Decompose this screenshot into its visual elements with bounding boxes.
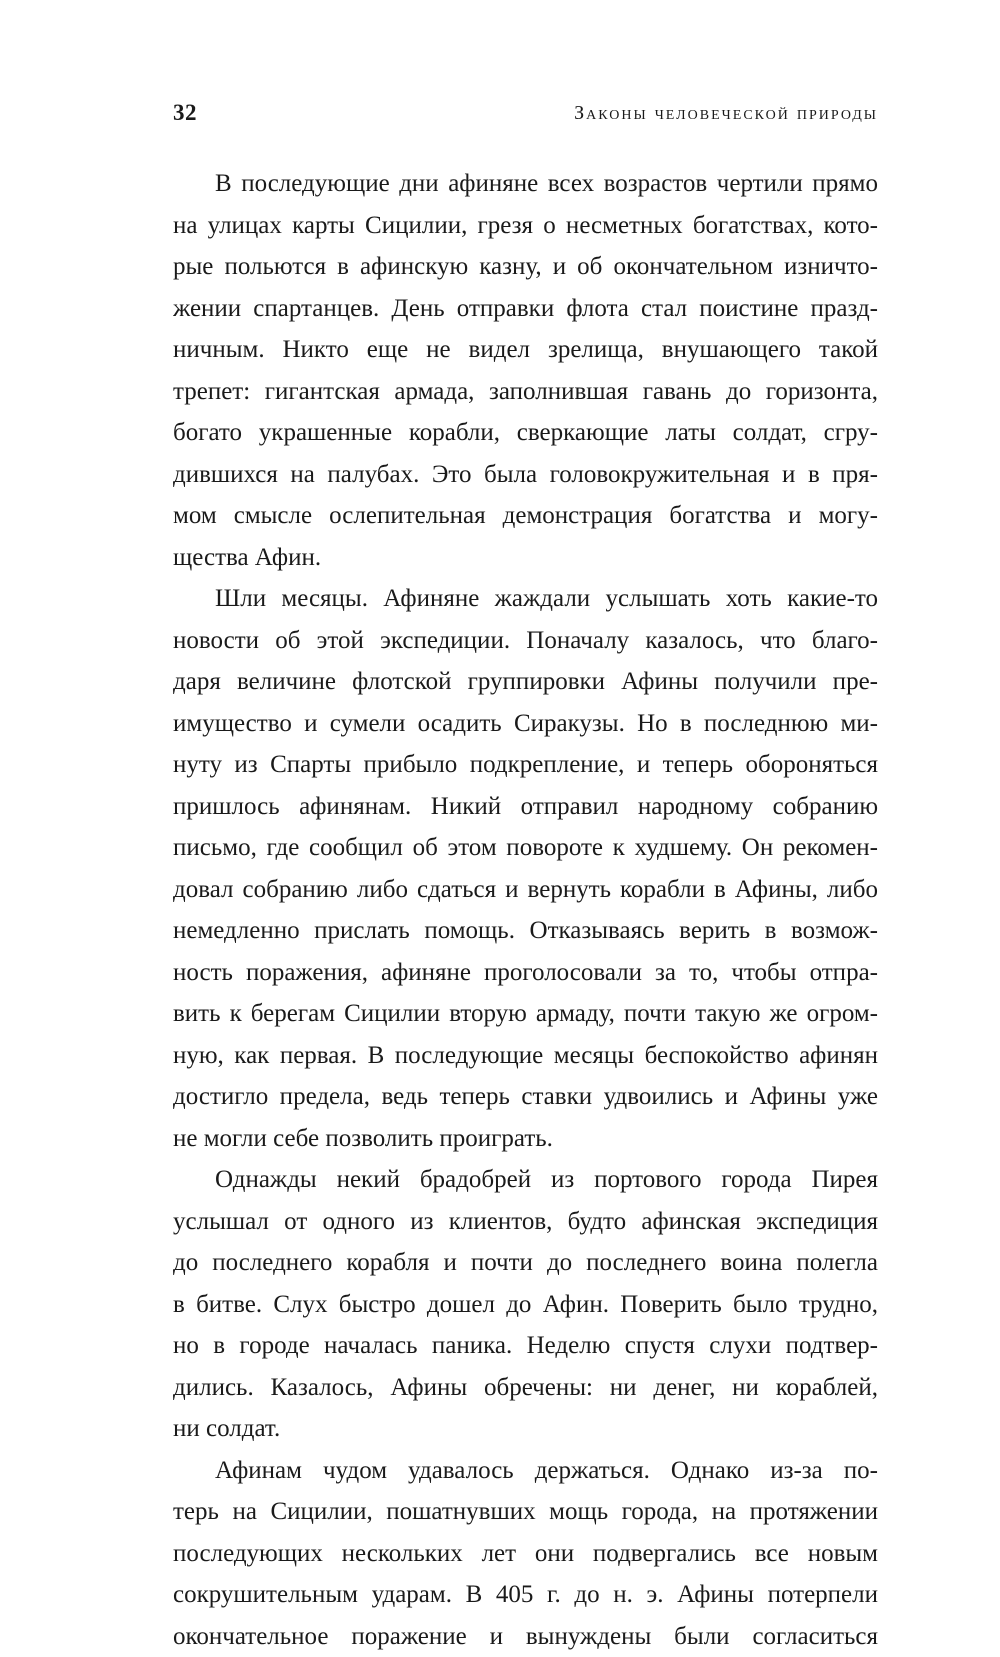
text-line: дились. Казалось, Афины обречены: ни денег, ни кораблей, xyxy=(173,1367,878,1409)
text-line: ничным. Никто еще не видел зрелища, внушающего такой xyxy=(173,329,878,371)
book-title: Законы человеческой природы xyxy=(574,98,878,128)
text-line: даря величине флотской группировки Афины получили пре- xyxy=(173,661,878,703)
text-line: терь на Сицилии, пошатнувших мощь города, на протяжении xyxy=(173,1491,878,1533)
text-line: богато украшенные корабли, сверкающие латы солдат, сгру- xyxy=(173,412,878,454)
text-line: мом смысле ослепительная демонстрация богатства и могу- xyxy=(173,495,878,537)
text-line: сокрушительным ударам. В 405 г. до н. э. Афины потерпели xyxy=(173,1574,878,1616)
text-line: до последнего корабля и почти до последнего воина полегла xyxy=(173,1242,878,1284)
text-line: не могли себе позволить проиграть. xyxy=(173,1118,878,1160)
running-header xyxy=(173,98,878,128)
text-line: ни солдат. xyxy=(173,1408,878,1450)
text-line: нуту из Спарты прибыло подкрепление, и теперь обороняться xyxy=(173,744,878,786)
text-line: Однажды некий брадобрей из портового города Пирея xyxy=(173,1159,878,1201)
text-line: трепет: гигантская армада, заполнившая гавань до горизонта, xyxy=(173,371,878,413)
text-line: щества Афин. xyxy=(173,537,878,579)
text-line: достигло предела, ведь теперь ставки удвоились и Афины уже xyxy=(173,1076,878,1118)
text-line: окончательное поражение и вынуждены были согласиться xyxy=(173,1616,878,1657)
text-line: на улицах карты Сицилии, грезя о несметных богатствах, кото- xyxy=(173,205,878,247)
paragraph-3 xyxy=(173,1159,878,1450)
text-line: но в городе началась паника. Неделю спустя слухи подтвер- xyxy=(173,1325,878,1367)
text-line: довал собранию либо сдаться и вернуть корабли в Афины, либо xyxy=(173,869,878,911)
text-line: имущество и сумели осадить Сиракузы. Но в последнюю ми- xyxy=(173,703,878,745)
text-line: письмо, где сообщил об этом повороте к худшему. Он рекомен- xyxy=(173,827,878,869)
text-line: услышал от одного из клиентов, будто афинская экспедиция xyxy=(173,1201,878,1243)
text-line: в битве. Слух быстро дошел до Афин. Поверить было трудно, xyxy=(173,1284,878,1326)
text-line: дившихся на палубах. Это была головокружительная и в пря- xyxy=(173,454,878,496)
page-number: 32 xyxy=(173,98,197,128)
text-line: вить к берегам Сицилии вторую армаду, почти такую же огром- xyxy=(173,993,878,1035)
text-line: немедленно прислать помощь. Отказываясь верить в возмож- xyxy=(173,910,878,952)
text-line: жении спартанцев. День отправки флота стал поистине празд- xyxy=(173,288,878,330)
text-line: рые польются в афинскую казну, и об окончательном изничто- xyxy=(173,246,878,288)
paragraph-1 xyxy=(173,163,878,578)
text-line: В последующие дни афиняне всех возрастов чертили прямо xyxy=(173,163,878,205)
paragraph-4 xyxy=(173,1450,878,1657)
text-line: Шли месяцы. Афиняне жаждали услышать хоть какие-то xyxy=(173,578,878,620)
text-line: ную, как первая. В последующие месяцы беспокойство афинян xyxy=(173,1035,878,1077)
text-line: последующих нескольких лет они подвергались все новым xyxy=(173,1533,878,1575)
text-line: ность поражения, афиняне проголосовали за то, чтобы отпра- xyxy=(173,952,878,994)
text-line: пришлось афинянам. Никий отправил народному собранию xyxy=(173,786,878,828)
paragraph-2 xyxy=(173,578,878,1159)
body-text xyxy=(173,163,878,1657)
text-line: Афинам чудом удавалось держаться. Однако из-за по- xyxy=(173,1450,878,1492)
text-line: новости об этой экспедиции. Поначалу казалось, что благо- xyxy=(173,620,878,662)
